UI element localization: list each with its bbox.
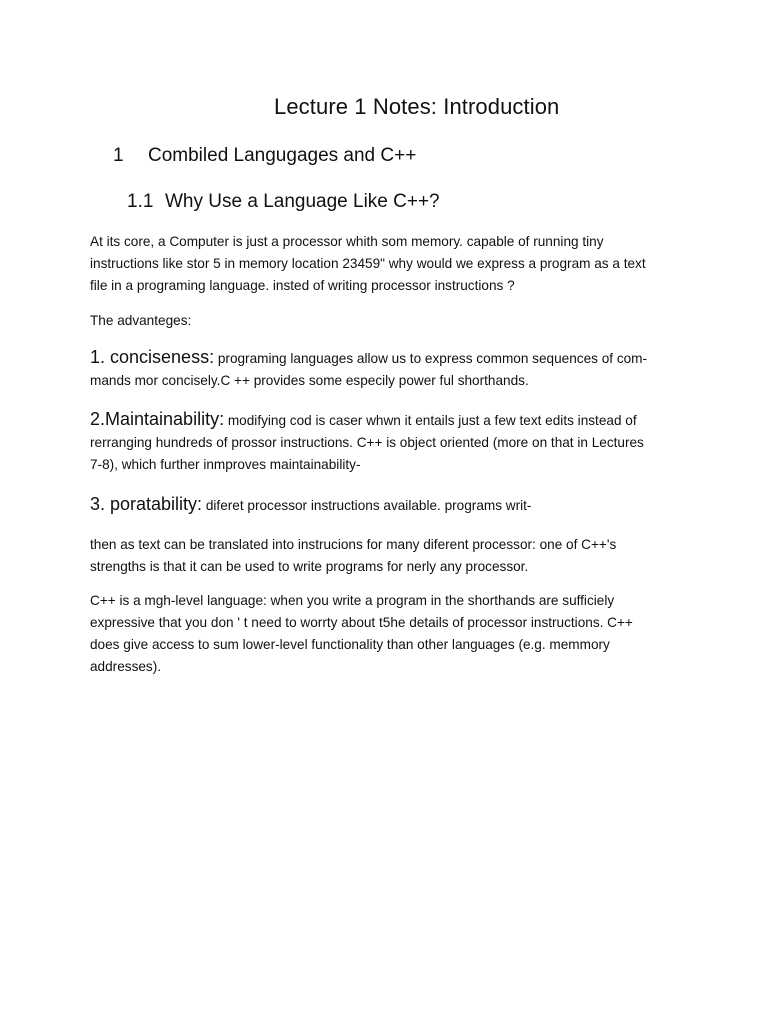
- text-line: [90, 493, 690, 517]
- text-line: file in a programing language. insted of writing processor instructions ?: [90, 278, 515, 293]
- page-title: Lecture 1 Notes: Introduction: [274, 94, 560, 119]
- advantage-item-conciseness: [90, 346, 690, 392]
- text-line: rerranging hundreds of prossor instructions. C++ is object oriented (more on that in Lectures: [90, 435, 644, 450]
- text-line: then as text can be translated into instrucions for many diferent processor: one of C++'s: [90, 537, 617, 552]
- text-line: instructions like stor 5 in memory location 23459" why would we express a program as a text: [90, 256, 646, 271]
- text-line: [90, 346, 690, 370]
- subsection-heading: [127, 191, 440, 213]
- item-heading: 1. conciseness:: [90, 347, 215, 367]
- section-number: 1: [113, 145, 124, 166]
- subsection-number: 1.1: [127, 191, 154, 212]
- item-text: programing languages allow us to express common sequences of com-: [214, 351, 648, 366]
- continuation-paragraph: [90, 534, 690, 578]
- item-heading: 3. poratability:: [90, 494, 203, 514]
- advantages-label: [90, 310, 690, 332]
- item-heading: 2.Maintainability:: [90, 409, 225, 429]
- item-text: modifying cod is caser whwn it entails just a few text edits instead of: [224, 413, 637, 428]
- text-line: mands mor concisely.C ++ provides some especily power ful shorthands.: [90, 373, 529, 388]
- text-line: The advanteges:: [90, 313, 192, 328]
- advantage-item-maintainability: [90, 408, 690, 476]
- text-line: expressive that you don ' t need to worrty about t5he details of processor instructions. C++: [90, 615, 633, 630]
- text-line: strengths is that it can be used to write programs for nerly any processor.: [90, 559, 529, 574]
- item-text: diferet processor instructions available. programs writ-: [202, 498, 532, 513]
- text-line: 7-8), which further inmproves maintainability-: [90, 457, 361, 472]
- text-line: At its core, a Computer is just a processor whith som memory. capable of running tiny: [90, 234, 604, 249]
- text-line: C++ is a mgh-level language: when you write a program in the shorthands are sufficiely: [90, 593, 615, 608]
- intro-paragraph: [90, 231, 690, 297]
- text-line: [90, 408, 690, 432]
- subsection-title: Why Use a Language Like C++?: [165, 191, 440, 212]
- text-line: addresses).: [90, 659, 162, 674]
- closing-paragraph: [90, 590, 690, 678]
- advantage-item-portability: [90, 493, 690, 517]
- text-line: does give access to sum lower-level functionality than other languages (e.g. memmory: [90, 637, 610, 652]
- section-heading: [113, 145, 416, 167]
- section-title: Combiled Langugages and C++: [148, 145, 417, 166]
